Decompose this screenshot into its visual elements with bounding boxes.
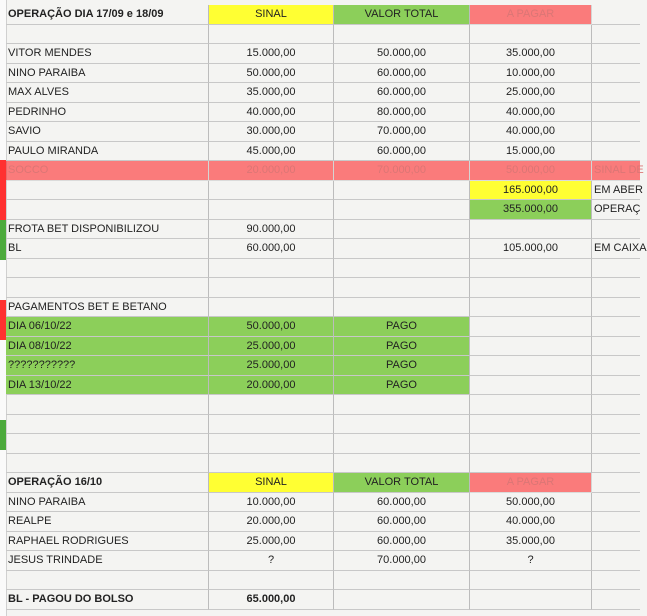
- cell-name[interactable]: [6, 434, 209, 454]
- cell-sinal[interactable]: 25.000,00: [209, 337, 334, 357]
- table-row: [0, 337, 640, 357]
- table-row: [0, 493, 640, 513]
- table-row: [0, 298, 640, 318]
- cell-name[interactable]: [6, 200, 209, 220]
- table-row: [0, 142, 640, 162]
- cell-note[interactable]: [592, 512, 640, 532]
- cell-note[interactable]: EM ABER: [592, 181, 640, 201]
- cell-valor-total[interactable]: PAGO: [334, 356, 470, 376]
- cell-note[interactable]: [592, 278, 640, 298]
- cell-a-pagar[interactable]: [470, 220, 592, 240]
- table-row: [0, 122, 640, 142]
- cell-note[interactable]: [592, 356, 640, 376]
- cell-note[interactable]: [592, 551, 640, 571]
- cell-note[interactable]: [592, 44, 640, 64]
- cell-valor-total[interactable]: [334, 590, 470, 610]
- cell-note[interactable]: SINAL DE: [592, 161, 640, 181]
- cell-a-pagar[interactable]: 50.000,00: [470, 161, 592, 181]
- cell-valor-total[interactable]: [334, 278, 470, 298]
- cell-sinal[interactable]: 65.000,00: [209, 590, 334, 610]
- table-row: [0, 317, 640, 337]
- cell-note[interactable]: [592, 64, 640, 84]
- cell-sinal[interactable]: 30.000,00: [209, 122, 334, 142]
- cell-name[interactable]: MAX ALVES: [6, 83, 209, 103]
- table-row: [0, 415, 640, 435]
- cell-name[interactable]: NINO PARAIBA: [6, 64, 209, 84]
- cell-note[interactable]: [592, 103, 640, 123]
- cell-name[interactable]: JESUS TRINDADE: [6, 551, 209, 571]
- table-row: [0, 376, 640, 396]
- cell-valor-total[interactable]: [334, 220, 470, 240]
- cell-valor-total[interactable]: 70.000,00: [334, 122, 470, 142]
- cell-name[interactable]: BL: [6, 239, 209, 259]
- cell-valor-total[interactable]: [334, 181, 470, 201]
- cell-a-pagar[interactable]: A PAGAR: [470, 473, 592, 493]
- cell-a-pagar[interactable]: 165.000,00: [470, 181, 592, 201]
- table-row: [0, 551, 640, 571]
- table-row: [0, 454, 640, 474]
- cell-valor-total[interactable]: [334, 434, 470, 454]
- cell-sinal[interactable]: [209, 259, 334, 279]
- cell-valor-total[interactable]: PAGO: [334, 337, 470, 357]
- cell-sinal[interactable]: 10.000,00: [209, 493, 334, 513]
- cell-a-pagar[interactable]: 40.000,00: [470, 122, 592, 142]
- table-row: [0, 5, 640, 25]
- cell-name[interactable]: DIA 13/10/22: [6, 376, 209, 396]
- cell-note[interactable]: OPERAÇ: [592, 200, 640, 220]
- cell-valor-total[interactable]: 60.000,00: [334, 493, 470, 513]
- cell-a-pagar[interactable]: [470, 298, 592, 318]
- cell-a-pagar[interactable]: [470, 317, 592, 337]
- cell-valor-total[interactable]: [334, 395, 470, 415]
- cell-note[interactable]: [592, 376, 640, 396]
- cell-a-pagar[interactable]: ?: [470, 551, 592, 571]
- cell-sinal[interactable]: [209, 434, 334, 454]
- table-row: [0, 220, 640, 240]
- cell-valor-total[interactable]: [334, 415, 470, 435]
- cell-valor-total[interactable]: 70.000,00: [334, 161, 470, 181]
- table-row: [0, 590, 640, 610]
- cell-name[interactable]: [6, 181, 209, 201]
- cell-sinal[interactable]: SINAL: [209, 473, 334, 493]
- cell-note[interactable]: [592, 395, 640, 415]
- cell-sinal[interactable]: [209, 25, 334, 45]
- cell-note[interactable]: [592, 83, 640, 103]
- table-row: [0, 512, 640, 532]
- cell-name[interactable]: PAULO MIRANDA: [6, 142, 209, 162]
- cell-sinal[interactable]: 45.000,00: [209, 142, 334, 162]
- cell-valor-total[interactable]: VALOR TOTAL: [334, 473, 470, 493]
- table-row: [0, 200, 640, 220]
- cell-a-pagar[interactable]: 105.000,00: [470, 239, 592, 259]
- cell-sinal[interactable]: [209, 395, 334, 415]
- cell-note[interactable]: [592, 454, 640, 474]
- cell-sinal[interactable]: [209, 454, 334, 474]
- cell-name[interactable]: ???????????: [6, 356, 209, 376]
- cell-a-pagar[interactable]: [470, 376, 592, 396]
- cell-name[interactable]: PEDRINHO: [6, 103, 209, 123]
- cell-sinal[interactable]: 50.000,00: [209, 64, 334, 84]
- cell-sinal[interactable]: 25.000,00: [209, 532, 334, 552]
- table-row: [0, 64, 640, 84]
- table-row: [0, 278, 640, 298]
- cell-a-pagar[interactable]: [470, 590, 592, 610]
- cell-sinal[interactable]: ?: [209, 551, 334, 571]
- table-row: [0, 83, 640, 103]
- cell-a-pagar[interactable]: 35.000,00: [470, 532, 592, 552]
- cell-note[interactable]: [592, 220, 640, 240]
- cell-valor-total[interactable]: [334, 571, 470, 591]
- cell-note[interactable]: [592, 317, 640, 337]
- cell-valor-total[interactable]: 60.000,00: [334, 142, 470, 162]
- cell-sinal[interactable]: 20.000,00: [209, 161, 334, 181]
- cell-a-pagar[interactable]: 15.000,00: [470, 142, 592, 162]
- table-row: [0, 161, 644, 181]
- cell-name[interactable]: PAGAMENTOS BET E BETANO: [6, 298, 209, 318]
- cell-sinal[interactable]: [209, 571, 334, 591]
- cell-sinal[interactable]: 25.000,00: [209, 356, 334, 376]
- cell-note[interactable]: [592, 259, 640, 279]
- table-row: [0, 571, 640, 591]
- cell-name[interactable]: [6, 259, 209, 279]
- cell-name[interactable]: OPERAÇÃO DIA 17/09 e 18/09: [6, 5, 209, 25]
- table-row: [0, 239, 647, 259]
- cell-valor-total[interactable]: 60.000,00: [334, 512, 470, 532]
- cell-a-pagar[interactable]: [470, 25, 592, 45]
- cell-name[interactable]: SAVIO: [6, 122, 209, 142]
- cell-note[interactable]: [592, 434, 640, 454]
- cell-a-pagar[interactable]: [470, 259, 592, 279]
- cell-a-pagar[interactable]: 10.000,00: [470, 64, 592, 84]
- cell-name[interactable]: OPERAÇÃO 16/10: [6, 473, 209, 493]
- cell-name[interactable]: [6, 454, 209, 474]
- cell-a-pagar[interactable]: 40.000,00: [470, 103, 592, 123]
- cell-valor-total[interactable]: VALOR TOTAL: [334, 5, 470, 25]
- cell-name[interactable]: SOCCO: [6, 161, 209, 181]
- table-row: [0, 532, 640, 552]
- cell-name[interactable]: [6, 571, 209, 591]
- cell-a-pagar[interactable]: [470, 278, 592, 298]
- cell-name[interactable]: FROTA BET DISPONIBILIZOU: [6, 220, 209, 240]
- cell-name[interactable]: DIA 06/10/22: [6, 317, 209, 337]
- cell-sinal[interactable]: 15.000,00: [209, 44, 334, 64]
- table-row: [0, 356, 640, 376]
- cell-note[interactable]: [592, 590, 640, 610]
- cell-note[interactable]: [592, 5, 640, 25]
- cell-valor-total[interactable]: 80.000,00: [334, 103, 470, 123]
- cell-a-pagar[interactable]: 40.000,00: [470, 512, 592, 532]
- cell-name[interactable]: [6, 395, 209, 415]
- cell-note[interactable]: [592, 298, 640, 318]
- table-row: [0, 259, 640, 279]
- cell-sinal[interactable]: [209, 298, 334, 318]
- cell-a-pagar[interactable]: [470, 454, 592, 474]
- table-row: [0, 25, 640, 45]
- cell-name[interactable]: [6, 25, 209, 45]
- cell-name[interactable]: VITOR MENDES: [6, 44, 209, 64]
- cell-a-pagar[interactable]: [470, 337, 592, 357]
- cell-name[interactable]: BL - PAGOU DO BOLSO: [6, 590, 209, 610]
- cell-a-pagar[interactable]: [470, 356, 592, 376]
- cell-name[interactable]: [6, 278, 209, 298]
- cell-note[interactable]: [592, 25, 640, 45]
- cell-sinal[interactable]: [209, 181, 334, 201]
- cell-sinal[interactable]: [209, 415, 334, 435]
- cell-valor-total[interactable]: 50.000,00: [334, 44, 470, 64]
- cell-name[interactable]: RAPHAEL RODRIGUES: [6, 532, 209, 552]
- cell-note[interactable]: [592, 122, 640, 142]
- cell-note[interactable]: [592, 493, 640, 513]
- cell-a-pagar[interactable]: 35.000,00: [470, 44, 592, 64]
- cell-name[interactable]: NINO PARAIBA: [6, 493, 209, 513]
- cell-sinal[interactable]: 90.000,00: [209, 220, 334, 240]
- table-row: [0, 395, 640, 415]
- cell-valor-total[interactable]: PAGO: [334, 376, 470, 396]
- cell-a-pagar[interactable]: [470, 415, 592, 435]
- cell-valor-total[interactable]: 60.000,00: [334, 532, 470, 552]
- cell-note[interactable]: [592, 142, 640, 162]
- cell-a-pagar[interactable]: 25.000,00: [470, 83, 592, 103]
- cell-sinal[interactable]: 60.000,00: [209, 239, 334, 259]
- cell-note[interactable]: [592, 415, 640, 435]
- cell-a-pagar[interactable]: A PAGAR: [470, 5, 592, 25]
- cell-name[interactable]: DIA 08/10/22: [6, 337, 209, 357]
- cell-sinal[interactable]: [209, 200, 334, 220]
- cell-sinal[interactable]: 40.000,00: [209, 103, 334, 123]
- table-row: [0, 473, 640, 493]
- table-row: [0, 434, 640, 454]
- cell-sinal[interactable]: 50.000,00: [209, 317, 334, 337]
- cell-valor-total[interactable]: [334, 25, 470, 45]
- cell-sinal[interactable]: 20.000,00: [209, 512, 334, 532]
- cell-name[interactable]: REALPE: [6, 512, 209, 532]
- cell-valor-total[interactable]: [334, 454, 470, 474]
- cell-a-pagar[interactable]: [470, 571, 592, 591]
- cell-a-pagar[interactable]: [470, 395, 592, 415]
- table-row: [0, 181, 643, 201]
- table-row: [0, 103, 640, 123]
- cell-note[interactable]: [592, 473, 640, 493]
- cell-valor-total[interactable]: PAGO: [334, 317, 470, 337]
- cell-note[interactable]: [592, 337, 640, 357]
- cell-sinal[interactable]: SINAL: [209, 5, 334, 25]
- cell-sinal[interactable]: 20.000,00: [209, 376, 334, 396]
- cell-valor-total[interactable]: 60.000,00: [334, 64, 470, 84]
- cell-note[interactable]: [592, 532, 640, 552]
- cell-a-pagar[interactable]: 355.000,00: [470, 200, 592, 220]
- cell-name[interactable]: [6, 415, 209, 435]
- cell-valor-total[interactable]: 70.000,00: [334, 551, 470, 571]
- cell-valor-total[interactable]: 60.000,00: [334, 83, 470, 103]
- cell-valor-total[interactable]: [334, 200, 470, 220]
- cell-valor-total[interactable]: [334, 298, 470, 318]
- cell-valor-total[interactable]: [334, 259, 470, 279]
- cell-sinal[interactable]: [209, 278, 334, 298]
- cell-note[interactable]: [592, 571, 640, 591]
- table-row: [0, 44, 640, 64]
- cell-note[interactable]: EM CAIXA: [592, 239, 640, 259]
- cell-a-pagar[interactable]: 50.000,00: [470, 493, 592, 513]
- cell-a-pagar[interactable]: [470, 434, 592, 454]
- cell-valor-total[interactable]: [334, 239, 470, 259]
- cell-sinal[interactable]: 35.000,00: [209, 83, 334, 103]
